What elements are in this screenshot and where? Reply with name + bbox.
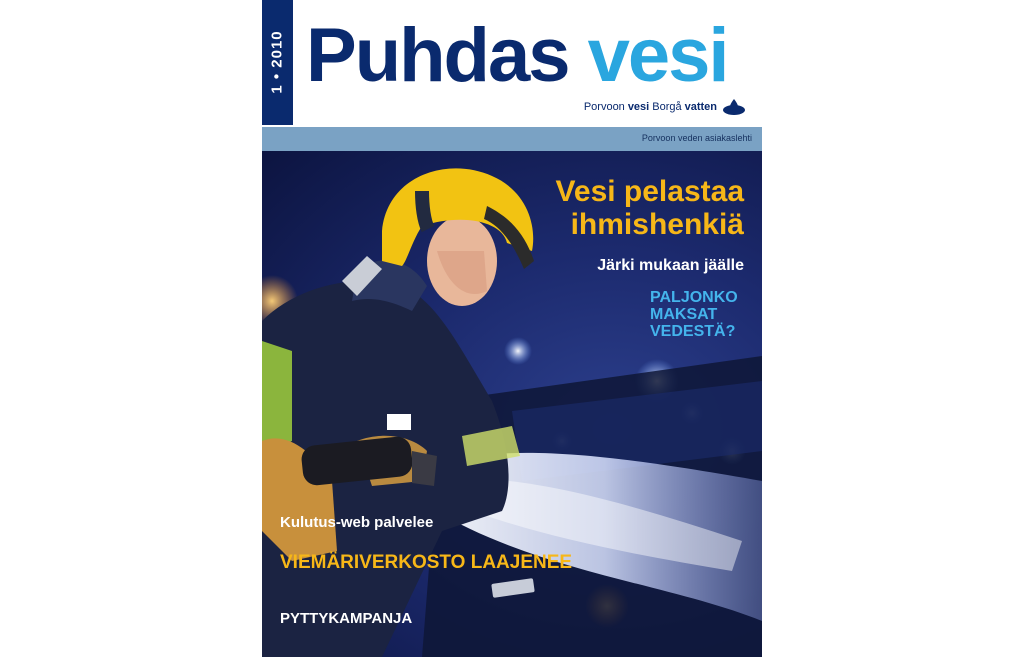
headline-vesi-pelastaa: Vesi pelastaa ihmishenkiä [555,175,744,241]
brand-vesi: vesi [627,101,650,113]
tagline-band [262,127,762,151]
brand-borga: Borgå [652,101,682,113]
water-drop-icon [720,98,746,116]
masthead-title [306,13,728,98]
headline-paljonko-maksat: PALJONKO MAKSAT VEDESTÄ? [650,289,738,340]
brand-porvoon: Porvoon [583,101,625,113]
issue-number: 1 • 2010 [268,30,286,94]
headline-jarki-mukaan: Järki mukaan jäälle [597,257,744,274]
masthead-word-puhdas: Puhdas [306,13,569,98]
issue-strip [262,0,293,125]
magazine-cover [262,0,762,657]
brand-vatten: vatten [684,101,717,113]
headline-kulutus-web: Kulutus-web palvelee [280,514,434,531]
tagline: Porvoon veden asiakaslehti [641,133,752,143]
headline-pyttykampanja: PYTTYKAMPANJA [280,610,413,627]
headline-viemariverkosto: VIEMÄRIVERKOSTO LAAJENEE [280,552,573,573]
masthead-word-vesi: vesi [587,13,728,98]
brand-line [584,98,746,116]
